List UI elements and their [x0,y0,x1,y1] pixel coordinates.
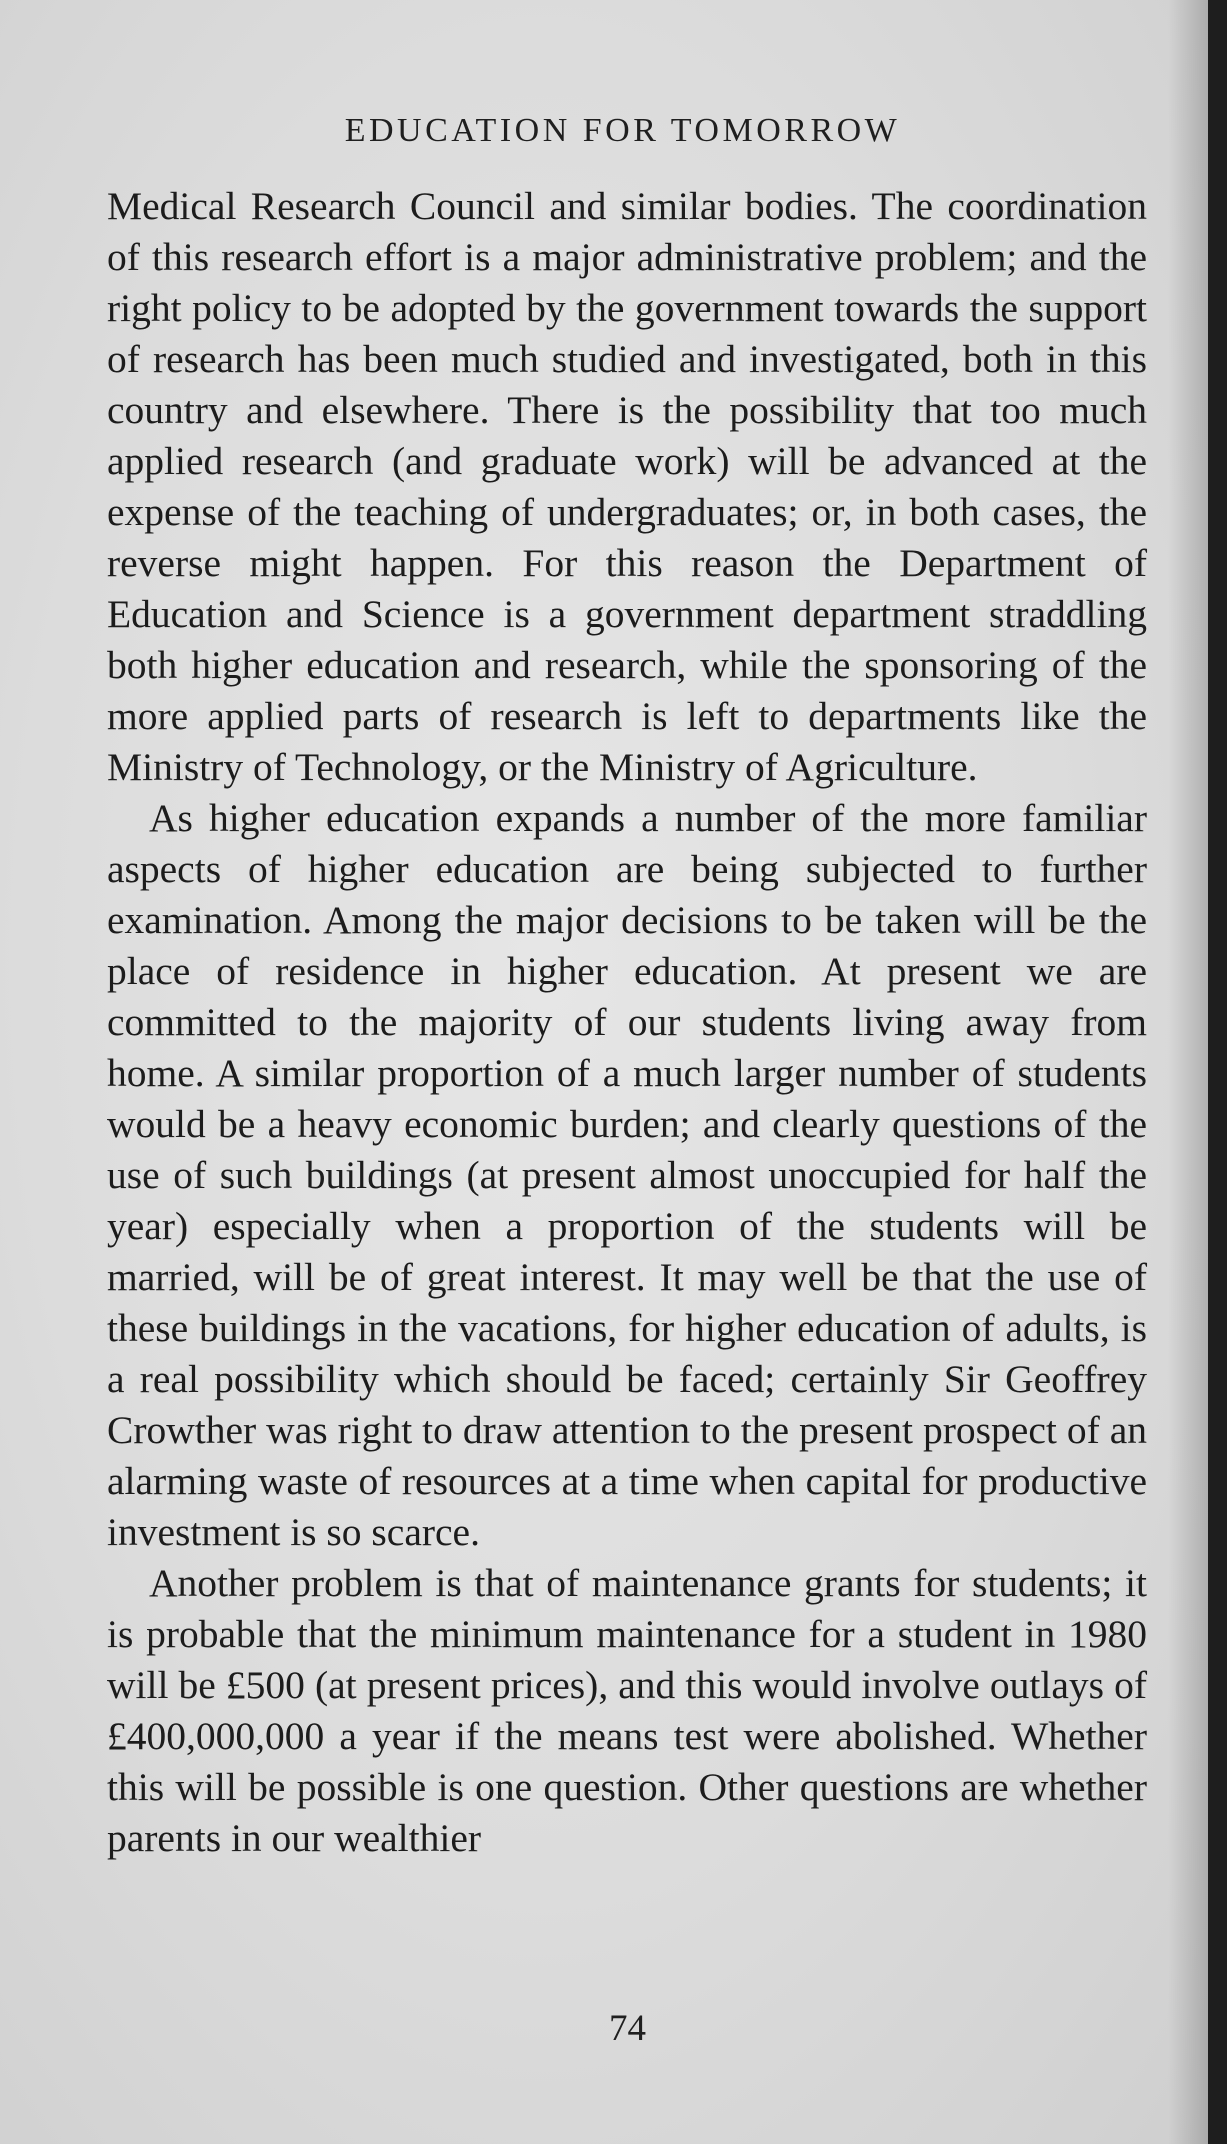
paragraph-1: Medical Research Council and similar bodies. The coordination of this research effort is a major administrative problem; and the right policy to be adopted by the government towards the support of research has been much studied and investigated, both in this country and elsewhere. There is the possibility that too much applied research (and graduate work) will be advanced at the expense of the teaching of undergraduates; or, in both cases, the reverse might happen. For this reason the Department of Education and Science is a government department straddling both higher education and research, while the sponsoring of the more applied parts of research is left to departments like the Ministry of Technology, or the Ministry of Agriculture. [107,184,1147,789]
paragraph-2: As higher education expands a number of the more familiar aspects of higher education are being subjected to further examination. Among the major decisions to be taken will be the place of residence in higher education. At present we are committed to the majority of our students living away from home. A similar proportion of a much larger number of students would be a heavy economic burden; and clearly questions of the use of such buildings (at present almost unoccupied for half the year) especially when a proportion of the students will be married, will be of great interest. It may well be that the use of these buildings in the vacations, for higher education of adults, is a real possibility which should be faced; certainly Sir Geoffrey Crowther was right to draw attention to the present prospect of an alarming waste of resources at a time when capital for productive investment is so scarce. [107,796,1147,1554]
spine-shadow [1168,0,1208,2144]
running-head: EDUCATION FOR TOMORROW [344,112,901,149]
body-text [107,181,1147,1864]
page-number: 74 [609,2008,646,2049]
paragraph-3: Another problem is that of maintenance grants for students; it is probable that the minimum maintenance for a student in 1980 will be £500 (at present prices), and this would involve outlays of £400,000,000 a year if the means test were abolished. Whether this will be possible is one question. Other questions are whether parents in our wealthier [107,1561,1147,1860]
